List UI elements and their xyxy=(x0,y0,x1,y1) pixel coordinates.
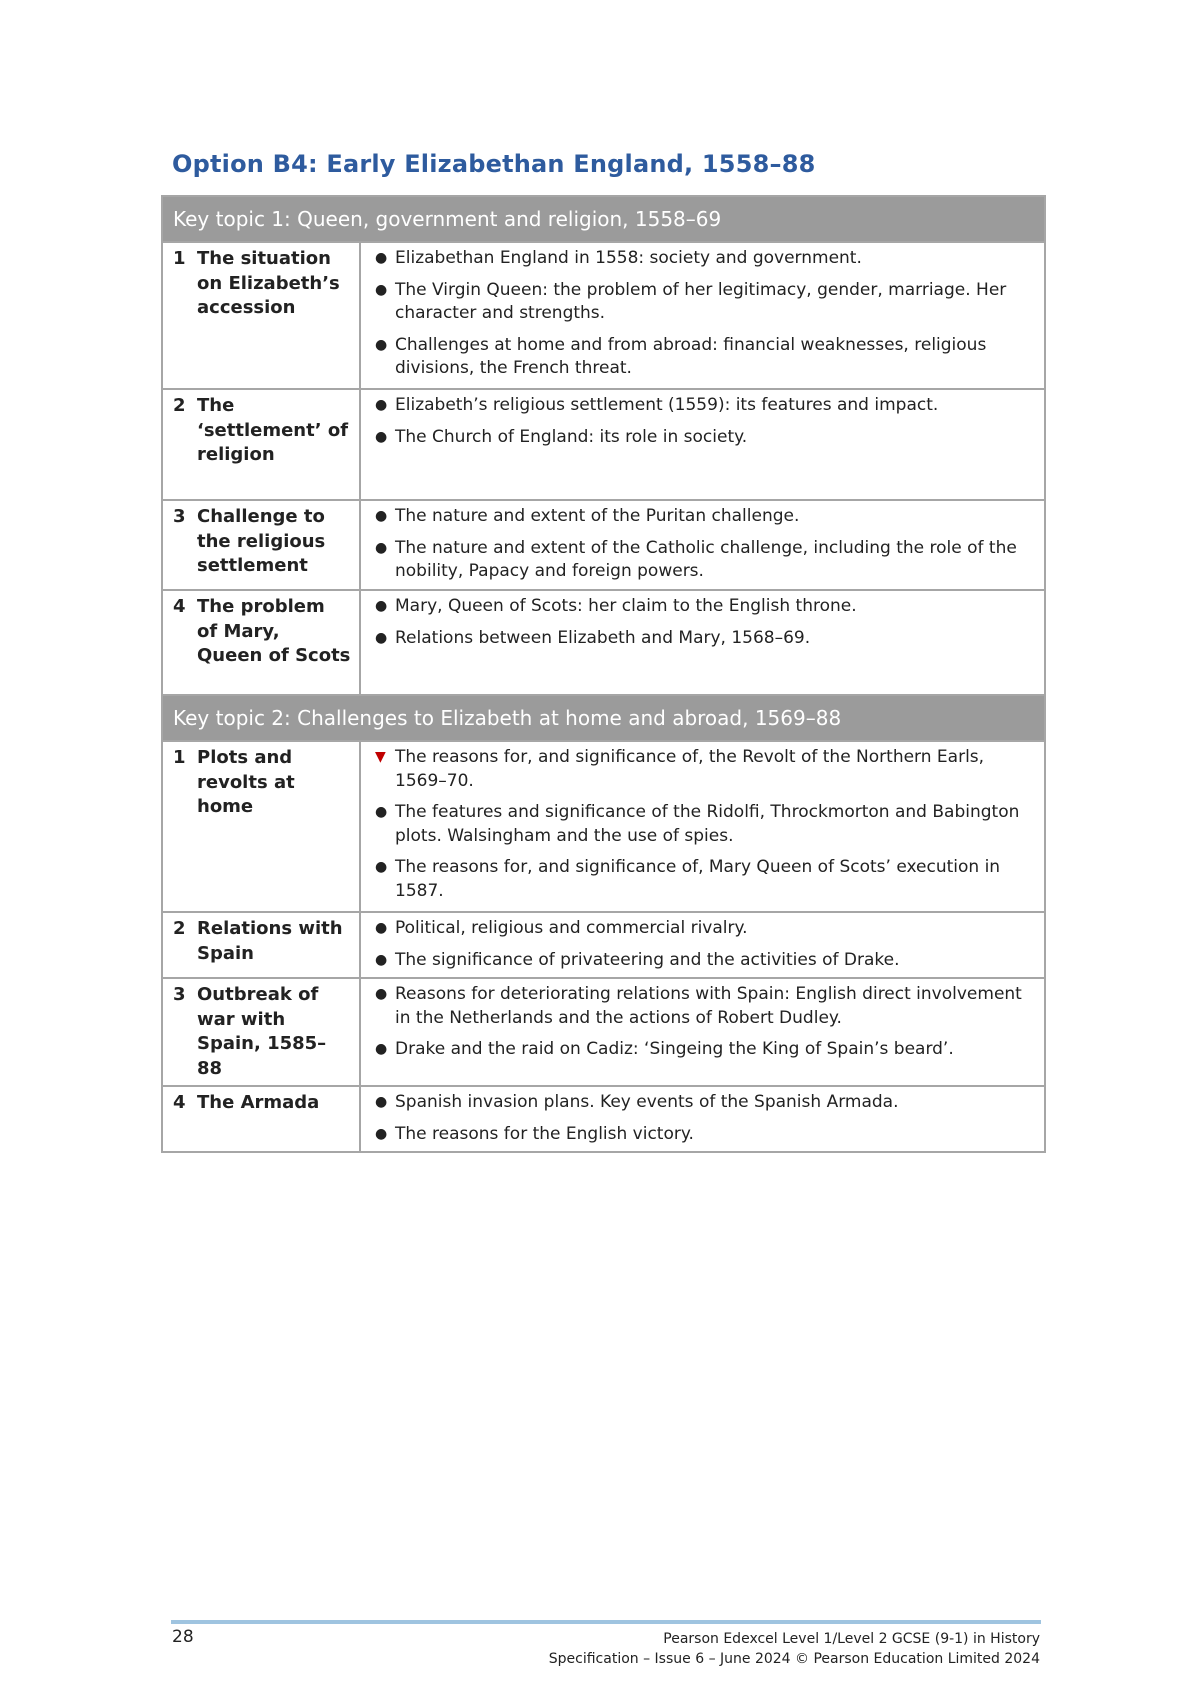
list-item xyxy=(371,917,1034,941)
table-row xyxy=(162,500,1045,590)
topic-number: 4 xyxy=(173,1092,186,1113)
content-text: The nature and extent of the Puritan challenge. xyxy=(395,506,800,526)
content-text: The Church of England: its role in society. xyxy=(395,426,748,447)
topic-number: 1 xyxy=(173,248,186,269)
list-item xyxy=(371,1123,1034,1147)
topic-label: The Armada xyxy=(197,1092,320,1113)
bullet-icon: ● xyxy=(375,336,388,353)
table-row xyxy=(162,242,1045,389)
bullet-icon: ● xyxy=(375,629,388,646)
content-text: Drake and the raid on Cadiz: ‘Singeing the King of Spain’s beard’. xyxy=(395,1039,954,1059)
content-text: Elizabeth’s religious settlement (1559): its features and impact. xyxy=(395,395,939,415)
bullet-icon: ● xyxy=(375,281,388,298)
topic-label: The problem of Mary, Queen of Scots xyxy=(197,596,351,666)
content-text: Relations between Elizabeth and Mary, 1568–69. xyxy=(395,627,811,648)
content-text: Mary, Queen of Scots: her claim to the English throne. xyxy=(395,596,857,616)
topic-label: The ‘settlement’ of religion xyxy=(197,395,349,465)
table-row xyxy=(162,590,1045,695)
footer-line-1: Pearson Edexcel Level 1/Level 2 GCSE (9-1) in History xyxy=(663,1631,1040,1647)
bullet-icon: ● xyxy=(375,920,388,936)
topic-label: Challenge to the religious settlement xyxy=(197,506,326,576)
footer-divider xyxy=(171,1620,1041,1624)
topic-number: 2 xyxy=(173,395,186,416)
page-number: 28 xyxy=(172,1627,194,1647)
list-item xyxy=(371,595,1034,619)
bullet-icon: ● xyxy=(375,859,388,875)
content-text: Spanish invasion plans. Key events of the Spanish Armada. xyxy=(395,1092,899,1112)
content-text: Challenges at home and from abroad: financial weaknesses, religious divisions, the French threat. xyxy=(395,334,987,378)
content-table xyxy=(161,195,1046,1153)
bullet-icon: ● xyxy=(375,986,388,1002)
bullet-icon: ● xyxy=(375,250,388,266)
key-topic-heading: Key topic 2: Challenges to Elizabeth at home and abroad, 1569–88 xyxy=(162,695,1045,741)
key-topic-heading: Key topic 1: Queen, government and religion, 1558–69 xyxy=(162,196,1045,242)
bullet-icon: ● xyxy=(375,428,388,445)
content-text: The significance of privateering and the activities of Drake. xyxy=(395,949,900,970)
list-item xyxy=(371,746,1034,793)
topic-number: 1 xyxy=(173,747,186,768)
topic-number: 4 xyxy=(173,596,186,617)
list-item xyxy=(371,426,1034,450)
bullet-icon: ● xyxy=(375,539,388,556)
bullet-icon: ● xyxy=(375,804,388,820)
page-title: Option B4: Early Elizabethan England, 1558–88 xyxy=(172,150,816,178)
content-text: The reasons for the English victory. xyxy=(395,1123,694,1144)
bullet-icon: ▼ xyxy=(375,749,386,765)
content-text: Reasons for deteriorating relations with Spain: English direct involvement in the Netherlands and the actions of Robert Dudley. xyxy=(395,984,1022,1028)
list-item xyxy=(371,279,1034,326)
topic-label: Outbreak of war with Spain, 1585–88 xyxy=(197,984,327,1079)
bullet-icon: ● xyxy=(375,598,388,614)
content-text: The reasons for, and significance of, Mary Queen of Scots’ execution in 1587. xyxy=(395,857,1001,901)
content-text: The features and significance of the Ridolfi, Throckmorton and Babington plots. Walsingham and the use of spies. xyxy=(395,802,1020,846)
list-item xyxy=(371,627,1034,651)
bullet-icon: ● xyxy=(375,508,388,524)
content-text: Political, religious and commercial rivalry. xyxy=(395,918,748,938)
list-item xyxy=(371,1038,1034,1062)
topic-number: 2 xyxy=(173,918,186,939)
table-row xyxy=(162,1086,1045,1152)
list-item xyxy=(371,983,1034,1030)
topic-label: The situation on Elizabeth’s accession xyxy=(197,248,340,318)
key-topic-header-row xyxy=(162,695,1045,741)
topic-number: 3 xyxy=(173,506,186,527)
list-item xyxy=(371,949,1034,973)
list-item xyxy=(371,247,1034,271)
bullet-icon: ● xyxy=(375,1125,388,1142)
bullet-icon: ● xyxy=(375,951,388,968)
footer-line-2: Specification – Issue 6 – June 2024 © Pearson Education Limited 2024 xyxy=(548,1651,1040,1667)
list-item xyxy=(371,537,1034,584)
table-row xyxy=(162,741,1045,912)
topic-label: Relations with Spain xyxy=(197,918,343,964)
topic-label: Plots and revolts at home xyxy=(197,747,295,817)
list-item xyxy=(371,1091,1034,1115)
list-item xyxy=(371,334,1034,381)
list-item xyxy=(371,801,1034,848)
list-item xyxy=(371,856,1034,903)
bullet-icon: ● xyxy=(375,1094,388,1110)
table-row xyxy=(162,978,1045,1086)
key-topic-header-row xyxy=(162,196,1045,242)
table-row xyxy=(162,912,1045,978)
content-text: The reasons for, and significance of, the Revolt of the Northern Earls, 1569–70. xyxy=(395,747,985,791)
content-text: Elizabethan England in 1558: society and government. xyxy=(395,248,862,268)
footer-text xyxy=(549,1629,1040,1669)
content-text: The Virgin Queen: the problem of her legitimacy, gender, marriage. Her character and strengths. xyxy=(395,279,1007,323)
list-item xyxy=(371,505,1034,529)
bullet-icon: ● xyxy=(375,1041,388,1057)
bullet-icon: ● xyxy=(375,397,388,413)
content-text: The nature and extent of the Catholic challenge, including the role of the nobility, Papacy and foreign powers. xyxy=(395,537,1017,581)
table-row xyxy=(162,389,1045,500)
topic-number: 3 xyxy=(173,984,186,1005)
list-item xyxy=(371,394,1034,418)
